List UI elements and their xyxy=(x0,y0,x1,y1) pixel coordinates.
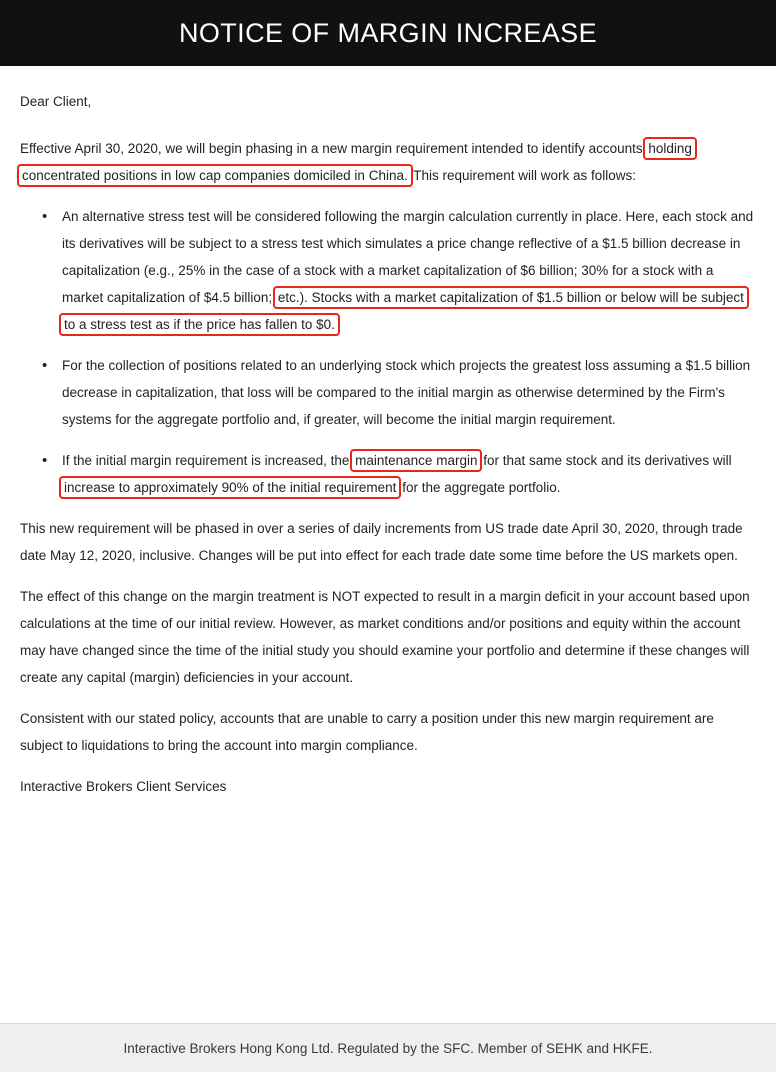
list-item xyxy=(58,352,758,433)
highlight-china-positions: holding concentrated positions in low cap companies domiciled in China. xyxy=(22,141,692,183)
page-title: NOTICE OF MARGIN INCREASE xyxy=(178,17,598,48)
notice-header xyxy=(0,0,776,66)
intro-text-after: This requirement will work as follows: xyxy=(409,168,637,183)
greeting-line: Dear Client, xyxy=(20,94,92,109)
policy-paragraph: Consistent with our stated policy, accounts that are unable to carry a position under this new margin requirement are subject to liquidations to bring the account into margin compliance. xyxy=(20,711,714,753)
bullet-3-text-before: If the initial margin requirement is increased, the xyxy=(62,453,354,468)
bullet-3-text-mid: for that same stock and its derivatives will xyxy=(479,453,732,468)
intro-paragraph xyxy=(20,135,758,189)
bullet-3-text-after: for the aggregate portfolio. xyxy=(398,480,561,495)
requirement-bullet-list xyxy=(20,203,758,501)
highlight-stress-test-zero: etc.). Stocks with a market capitalization of $1.5 billion or below will be subject to a stress test as if the price has fallen to $0. xyxy=(64,290,744,332)
highlight-maintenance-margin: maintenance margin xyxy=(355,453,478,468)
effect-paragraph: The effect of this change on the margin treatment is NOT expected to result in a margin deficit in your account based upon calculations at the time of our initial review. However, as market conditions and/or positions and equity within the account may have changed since the time of the initial study you should examine your portfolio and determine if these changes will create any capital (margin) deficiencies in your account. xyxy=(20,589,750,685)
intro-text-before: Effective April 30, 2020, we will begin phasing in a new margin requirement intended to identify accounts xyxy=(20,141,647,156)
footer-disclaimer: Interactive Brokers Hong Kong Ltd. Regulated by the SFC. Member of SEHK and HKFE. xyxy=(123,1040,653,1056)
notice-body xyxy=(0,66,776,1023)
list-item xyxy=(58,203,758,338)
phase-in-paragraph: This new requirement will be phased in over a series of daily increments from US trade date April 30, 2020, through trade date May 12, 2020, inclusive. Changes will be put into effect for each trade date some time before the US markets open. xyxy=(20,521,743,563)
highlight-ninety-percent: increase to approximately 90% of the initial requirement xyxy=(64,480,397,495)
bullet-1-text: An alternative stress test will be considered following the margin calculation currently in place. Here, each stock and its derivatives will be subject to a stress test which simulates a price change reflective of a $1.5 billion decrease in capitalization (e.g., 25% in the case of a stock with a market capitalization of $6 billion; 30% for a stock with a market capitalization of $4.5 billion; xyxy=(62,209,754,305)
signature-line: Interactive Brokers Client Services xyxy=(20,779,227,794)
notice-footer xyxy=(0,1023,776,1072)
bullet-2-text: For the collection of positions related to an underlying stock which projects the greatest loss assuming a $1.5 billion decrease in capitalization, that loss will be compared to the initial margin as otherwise determined by the Firm's systems for the aggregate portfolio and, if greater, will become the initial margin requirement. xyxy=(62,358,751,427)
list-item xyxy=(58,447,758,501)
